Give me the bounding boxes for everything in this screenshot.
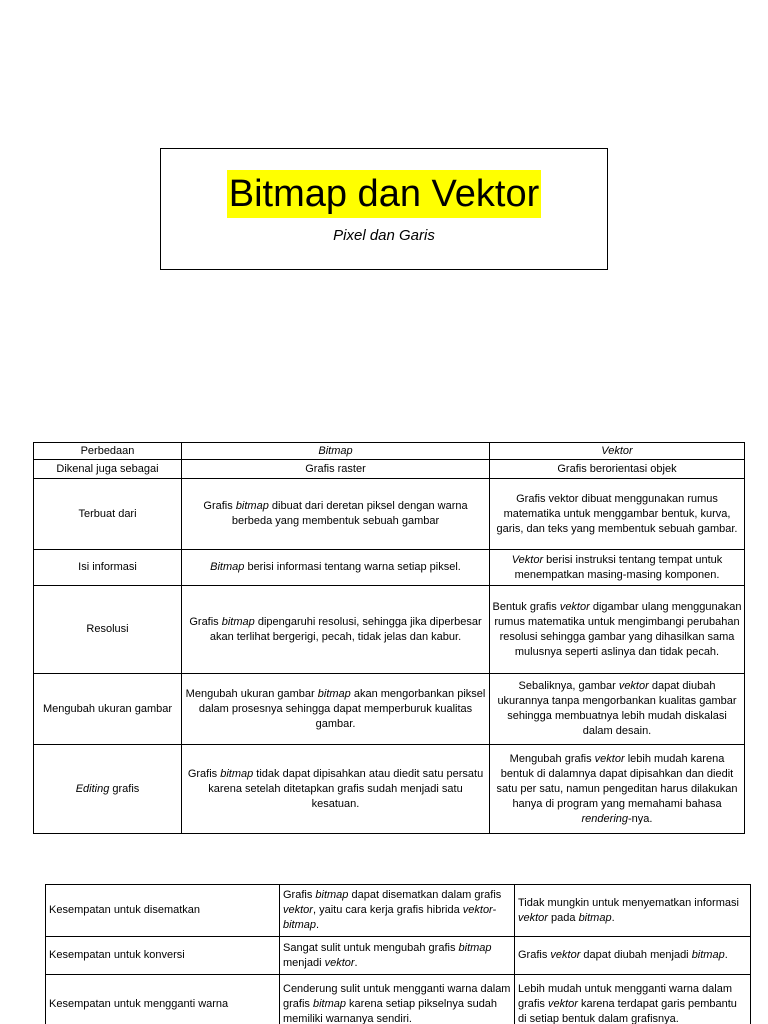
row-vektor-cell: Grafis vektor dibuat menggunakan rumus matematika untuk menggambar bentuk, kurva, garis, dan teks yang membentuk sebuah gambar. [490, 479, 745, 550]
row-vektor-cell: Bentuk grafis vektor digambar ulang menggunakan rumus matematika untuk mengimbangi perubahan resolusi sehingga gambar yang dihasilkan sama mulusnya seperti aslinya dan tidak pecah. [490, 586, 745, 674]
column-header-perbedaan: Perbedaan [34, 443, 182, 460]
table-header-row [34, 443, 745, 460]
row-bitmap-cell: Grafis bitmap dapat disematkan dalam grafis vektor, yaitu cara kerja grafis hibrida vektor-bitmap. [280, 885, 515, 937]
page-subtitle: Pixel dan Garis [333, 227, 435, 244]
row-aspect: Terbuat dari [34, 479, 182, 550]
row-aspect: Dikenal juga sebagai [34, 460, 182, 479]
row-vektor-cell: Tidak mungkin untuk menyematkan informasi vektor pada bitmap. [515, 885, 751, 937]
row-aspect: Kesempatan untuk konversi [46, 937, 280, 975]
row-aspect: Isi informasi [34, 550, 182, 586]
row-vektor-cell: Sebaliknya, gambar vektor dapat diubah ukurannya tanpa mengorbankan kualitas gambar sehingga membuatnya lebih mudah diskalasi dalam desain. [490, 674, 745, 745]
row-vektor-cell: Vektor berisi instruksi tentang tempat untuk menempatkan masing-masing komponen. [490, 550, 745, 586]
table-row [34, 586, 745, 674]
row-bitmap-cell: Grafis bitmap tidak dapat dipisahkan atau diedit satu persatu karena setelah ditetapkan grafis sudah menjadi satu kesatuan. [182, 745, 490, 834]
table-row [34, 745, 745, 834]
row-bitmap-cell: Bitmap berisi informasi tentang warna setiap piksel. [182, 550, 490, 586]
row-bitmap-cell: Sangat sulit untuk mengubah grafis bitmap menjadi vektor. [280, 937, 515, 975]
row-bitmap-cell: Cenderung sulit untuk mengganti warna dalam grafis bitmap karena setiap pikselnya sudah memiliki warnanya sendiri. [280, 975, 515, 1024]
row-bitmap-cell: Grafis raster [182, 460, 490, 479]
row-aspect: Kesempatan untuk mengganti warna [46, 975, 280, 1024]
table-row [34, 460, 745, 479]
row-vektor-cell: Lebih mudah untuk mengganti warna dalam grafis vektor karena terdapat garis pembantu di setiap bentuk dalam grafisnya. [515, 975, 751, 1024]
column-header-bitmap: Bitmap [182, 443, 490, 460]
table-row [46, 885, 751, 937]
row-aspect: Kesempatan untuk disematkan [46, 885, 280, 937]
comparison-table [33, 442, 745, 834]
page-title: Bitmap dan Vektor [227, 170, 542, 218]
row-bitmap-cell: Grafis bitmap dibuat dari deretan piksel dengan warna berbeda yang membentuk sebuah gambar [182, 479, 490, 550]
row-vektor-cell: Grafis berorientasi objek [490, 460, 745, 479]
row-vektor-cell: Mengubah grafis vektor lebih mudah karena bentuk di dalamnya dapat dipisahkan dan diedit satu per satu, namun pengeditan harus dilakukan hanya di program yang memahami bahasa rendering-nya. [490, 745, 745, 834]
comparison-table-continued [45, 884, 751, 1024]
table-row [34, 479, 745, 550]
row-aspect: Editing grafis [34, 745, 182, 834]
table-row [34, 674, 745, 745]
table-row [34, 550, 745, 586]
title-box [160, 148, 608, 270]
row-bitmap-cell: Mengubah ukuran gambar bitmap akan mengorbankan piksel dalam prosesnya sehingga dapat memperburuk kualitas gambar. [182, 674, 490, 745]
table-row [46, 937, 751, 975]
row-aspect: Resolusi [34, 586, 182, 674]
row-vektor-cell: Grafis vektor dapat diubah menjadi bitmap. [515, 937, 751, 975]
table-row [46, 975, 751, 1024]
row-bitmap-cell: Grafis bitmap dipengaruhi resolusi, sehingga jika diperbesar akan terlihat bergerigi, pecah, tidak jelas dan kabur. [182, 586, 490, 674]
row-aspect: Mengubah ukuran gambar [34, 674, 182, 745]
column-header-vektor: Vektor [490, 443, 745, 460]
